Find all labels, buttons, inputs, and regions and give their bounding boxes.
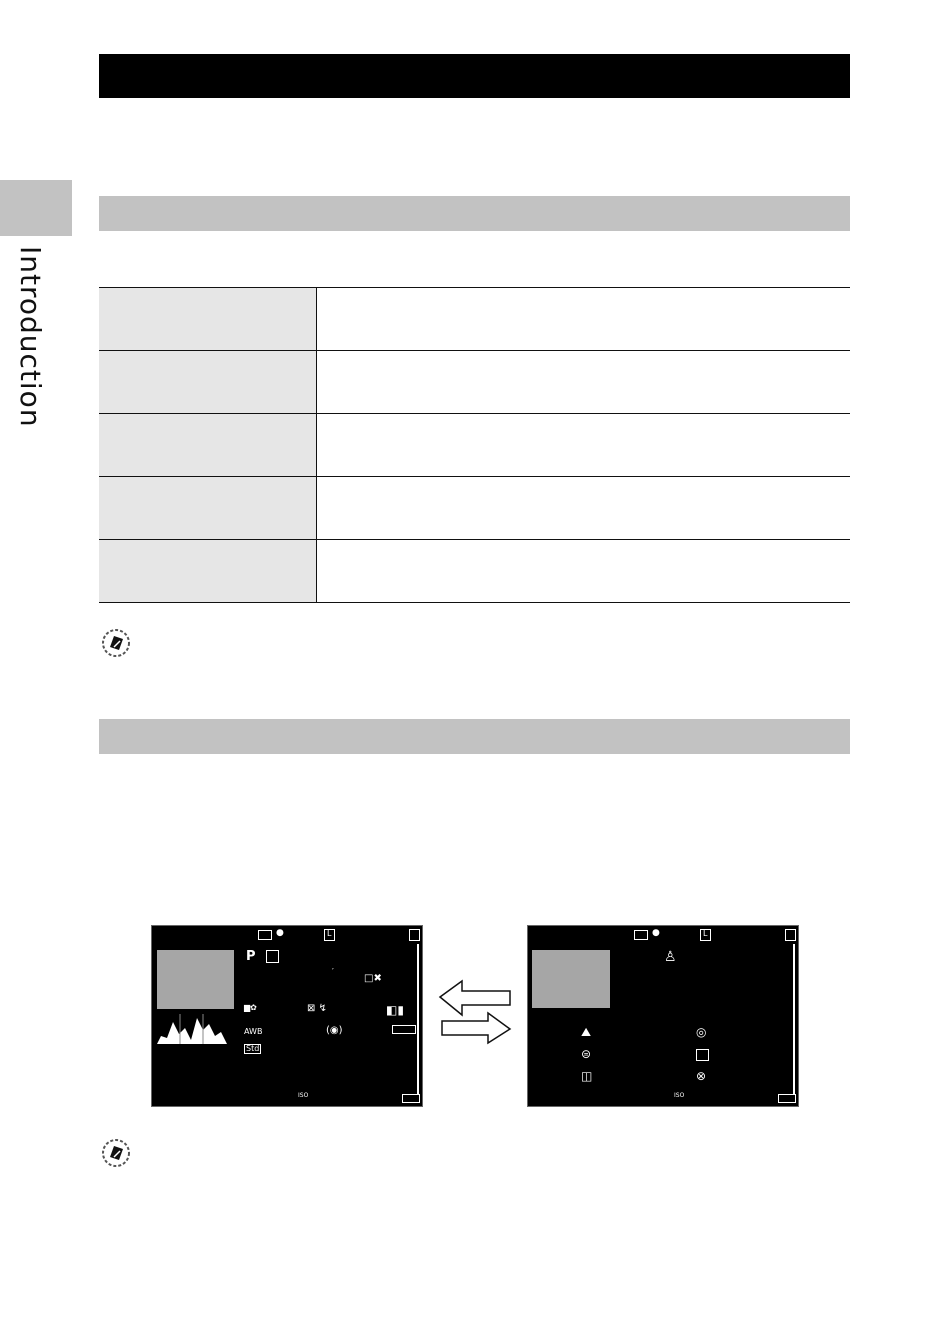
size-badge xyxy=(324,929,335,941)
preview-thumbnail xyxy=(532,950,610,1008)
table-row xyxy=(99,351,850,414)
side-tab xyxy=(0,180,72,236)
compass-icon: ◎ xyxy=(696,1025,707,1039)
scrollbar xyxy=(793,944,795,1094)
iso-label: ISO xyxy=(298,1092,309,1099)
preview-thumbnail xyxy=(157,950,234,1009)
table-cell-value xyxy=(317,351,850,413)
info-table xyxy=(99,287,850,603)
card-icon xyxy=(409,929,420,941)
tick-mark: ′ xyxy=(332,967,334,976)
aspect-icon: ◧▮ xyxy=(386,1003,404,1017)
table-row xyxy=(99,540,850,603)
shake-reduction-icon: (◉) xyxy=(326,1025,343,1036)
size-badge xyxy=(700,929,711,941)
auto-area-icon: ▆✿ xyxy=(244,1003,257,1012)
tilt-icon: ◫ xyxy=(581,1069,593,1083)
table-cell-value xyxy=(317,477,850,539)
bracket-icon xyxy=(392,1025,416,1034)
table-row xyxy=(99,287,850,351)
location-pin-icon: ● xyxy=(276,928,284,938)
table-cell-label xyxy=(99,414,317,476)
battery-icon xyxy=(402,1094,420,1103)
table-cell-label xyxy=(99,540,317,602)
iso-label: ISO xyxy=(674,1092,685,1099)
table-cell-label xyxy=(99,477,317,539)
table-row xyxy=(99,414,850,477)
self-timer-icon xyxy=(266,950,279,963)
section-label: Introduction xyxy=(14,246,47,428)
drive-single-icon: □✖ xyxy=(364,973,382,984)
table-cell-label xyxy=(99,288,317,350)
table-row xyxy=(99,477,850,540)
user-profile-icon: ♙ xyxy=(664,949,677,965)
memo-icon xyxy=(101,628,131,658)
chapter-title-bar xyxy=(99,54,850,98)
level-icon: ⊜ xyxy=(581,1047,592,1061)
size-label: L xyxy=(703,929,708,938)
key-icon xyxy=(634,930,648,940)
monitor-icon xyxy=(696,1049,709,1061)
histogram xyxy=(157,1014,227,1044)
section-heading-bar-2 xyxy=(99,719,850,754)
size-label: L xyxy=(327,929,332,938)
memo-icon xyxy=(101,1138,131,1168)
section-heading-bar-1 xyxy=(99,196,850,231)
table-cell-value xyxy=(317,540,850,602)
image-tone: Std xyxy=(246,1044,260,1053)
battery-icon xyxy=(778,1094,796,1103)
flash-icon: ⊠ ↯ xyxy=(307,1003,327,1014)
mountain-icon: ⛰ xyxy=(581,1025,592,1039)
lcd-screen-detailed xyxy=(151,925,423,1107)
card-icon xyxy=(785,929,796,941)
gps-icon: ⊗ xyxy=(696,1069,707,1083)
key-icon xyxy=(258,930,272,940)
scrollbar xyxy=(417,944,419,1094)
table-cell-value xyxy=(317,288,850,350)
exposure-mode: P xyxy=(246,949,256,964)
table-cell-value xyxy=(317,414,850,476)
lcd-screen-info xyxy=(527,925,799,1107)
white-balance: AWB xyxy=(244,1027,263,1036)
location-pin-icon: ● xyxy=(652,928,660,938)
table-cell-label xyxy=(99,351,317,413)
switch-arrows xyxy=(438,977,512,1047)
